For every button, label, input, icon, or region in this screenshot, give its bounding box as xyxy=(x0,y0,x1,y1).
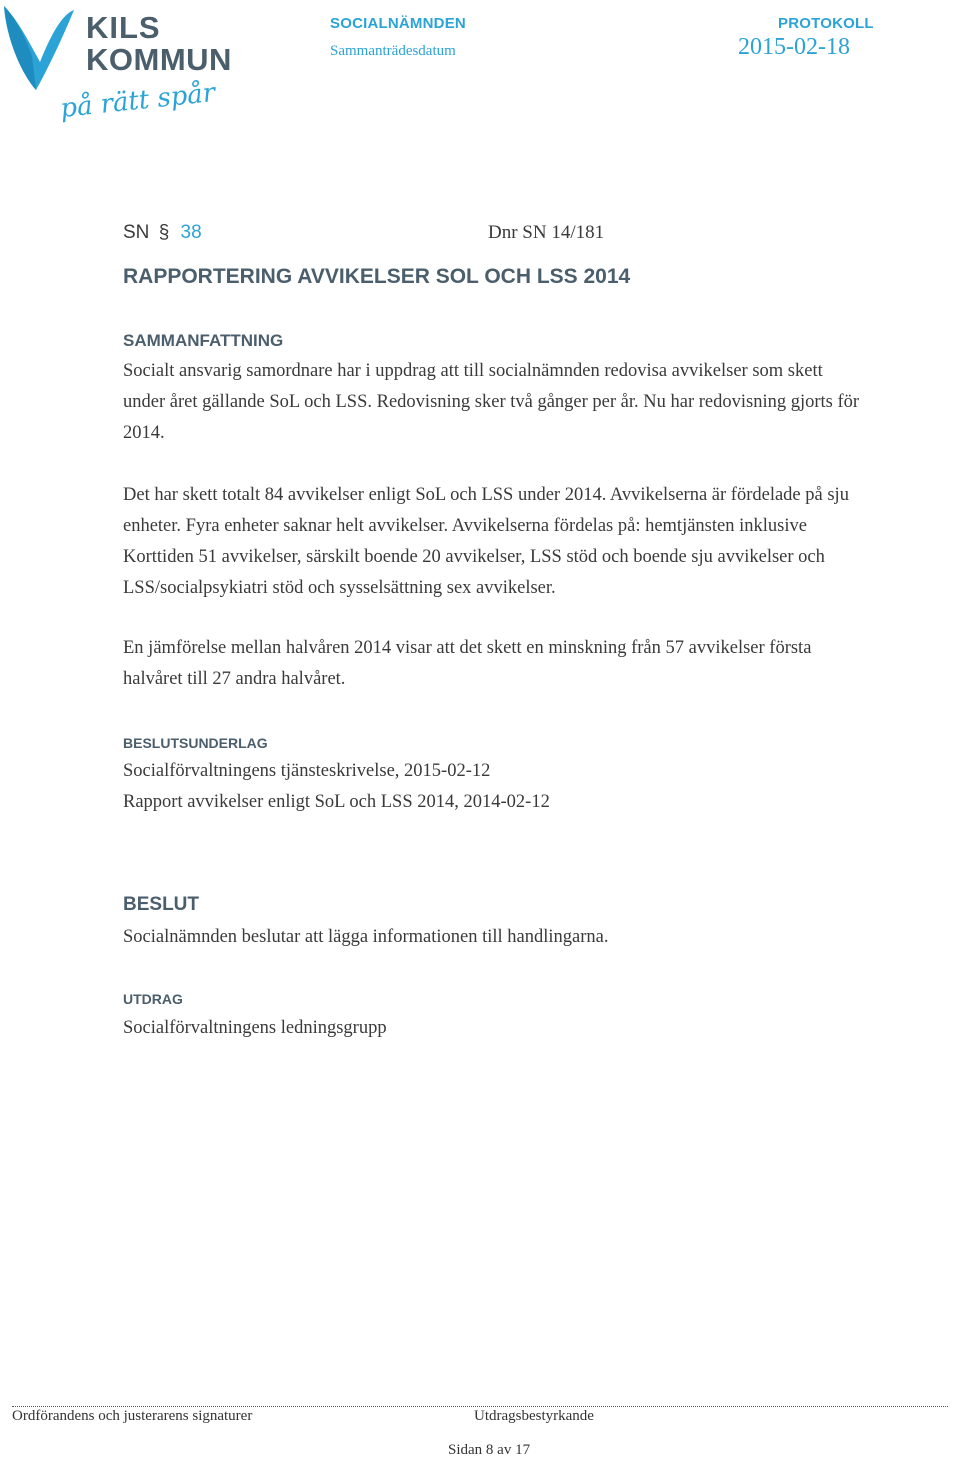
basis-list xyxy=(123,756,960,818)
summary-paragraph-2 xyxy=(123,480,960,604)
text-line: Det har skett totalt 84 avvikelser enligt SoL och LSS under 2014. Avvikelserna är fördelade på sju xyxy=(123,485,849,505)
kils-kommun-logo xyxy=(0,0,230,140)
item-number: 38 xyxy=(180,222,202,243)
decision-text: Socialnämnden beslutar att lägga informationen till handlingarna. xyxy=(123,927,609,947)
logo-name-line2: KOMMUN xyxy=(86,42,232,77)
section-symbol: § xyxy=(158,222,170,243)
text-line: Socialt ansvarig samordnare har i uppdrag att till socialnämnden redovisa avvikelser som skett xyxy=(123,361,823,381)
basis-item: Rapport avvikelser enligt SoL och LSS 2014, 2014-02-12 xyxy=(123,792,550,812)
summary-paragraph-3 xyxy=(123,633,960,695)
meeting-date: 2015-02-18 xyxy=(738,34,850,60)
extract-heading: UTDRAG xyxy=(123,991,183,1007)
text-line: En jämförelse mellan halvåren 2014 visar att det skett en minskning från 57 avvikelser första xyxy=(123,638,812,658)
page-indicator: Sidan 8 av 17 xyxy=(448,1442,531,1458)
basis-item: Socialförvaltningens tjänsteskrivelse, 2015-02-12 xyxy=(123,761,491,781)
logo-name-line1: KILS xyxy=(86,10,161,45)
logo-v-mark-icon xyxy=(0,4,80,94)
text-line: halvåret till 27 andra halvåret. xyxy=(123,669,346,689)
extract-recipient: Socialförvaltningens ledningsgrupp xyxy=(123,1018,387,1038)
basis-heading: BESLUTSUNDERLAG xyxy=(123,735,268,751)
text-line: enheter. Fyra enheter saknar helt avvikelser. Avvikelserna fördelas på: hemtjänsten inklusive xyxy=(123,516,807,536)
committee-name: SOCIALNÄMNDEN xyxy=(330,15,466,32)
text-line: 2014. xyxy=(123,423,165,443)
signatures-label: Ordförandens och justerarens signaturer xyxy=(12,1408,253,1424)
text-line: Korttiden 51 avvikelser, särskilt boende 20 avvikelser, LSS stöd och boende sju avvikelser och xyxy=(123,547,825,567)
meeting-date-label: Sammanträdesdatum xyxy=(330,43,456,59)
logo-tagline: på rätt spår xyxy=(58,77,217,125)
item-title: RAPPORTERING AVVIKELSER SOL OCH LSS 2014 xyxy=(123,265,631,288)
summary-paragraph-1 xyxy=(123,356,960,449)
footer-divider xyxy=(12,1406,948,1407)
summary-heading: SAMMANFATTNING xyxy=(123,331,284,350)
document-type: PROTOKOLL xyxy=(778,15,874,32)
text-line: under året gällande SoL och LSS. Redovisning sker två gånger per år. Nu har redovisning gjorts för xyxy=(123,392,860,412)
diary-number: Dnr SN 14/181 xyxy=(488,222,605,243)
item-line xyxy=(123,222,202,244)
decision-heading: BESLUT xyxy=(123,894,199,915)
text-line: LSS/socialpsykiatri stöd och sysselsättning sex avvikelser. xyxy=(123,578,556,598)
certification-label: Utdragsbestyrkande xyxy=(474,1408,594,1424)
item-prefix: SN xyxy=(123,222,150,243)
